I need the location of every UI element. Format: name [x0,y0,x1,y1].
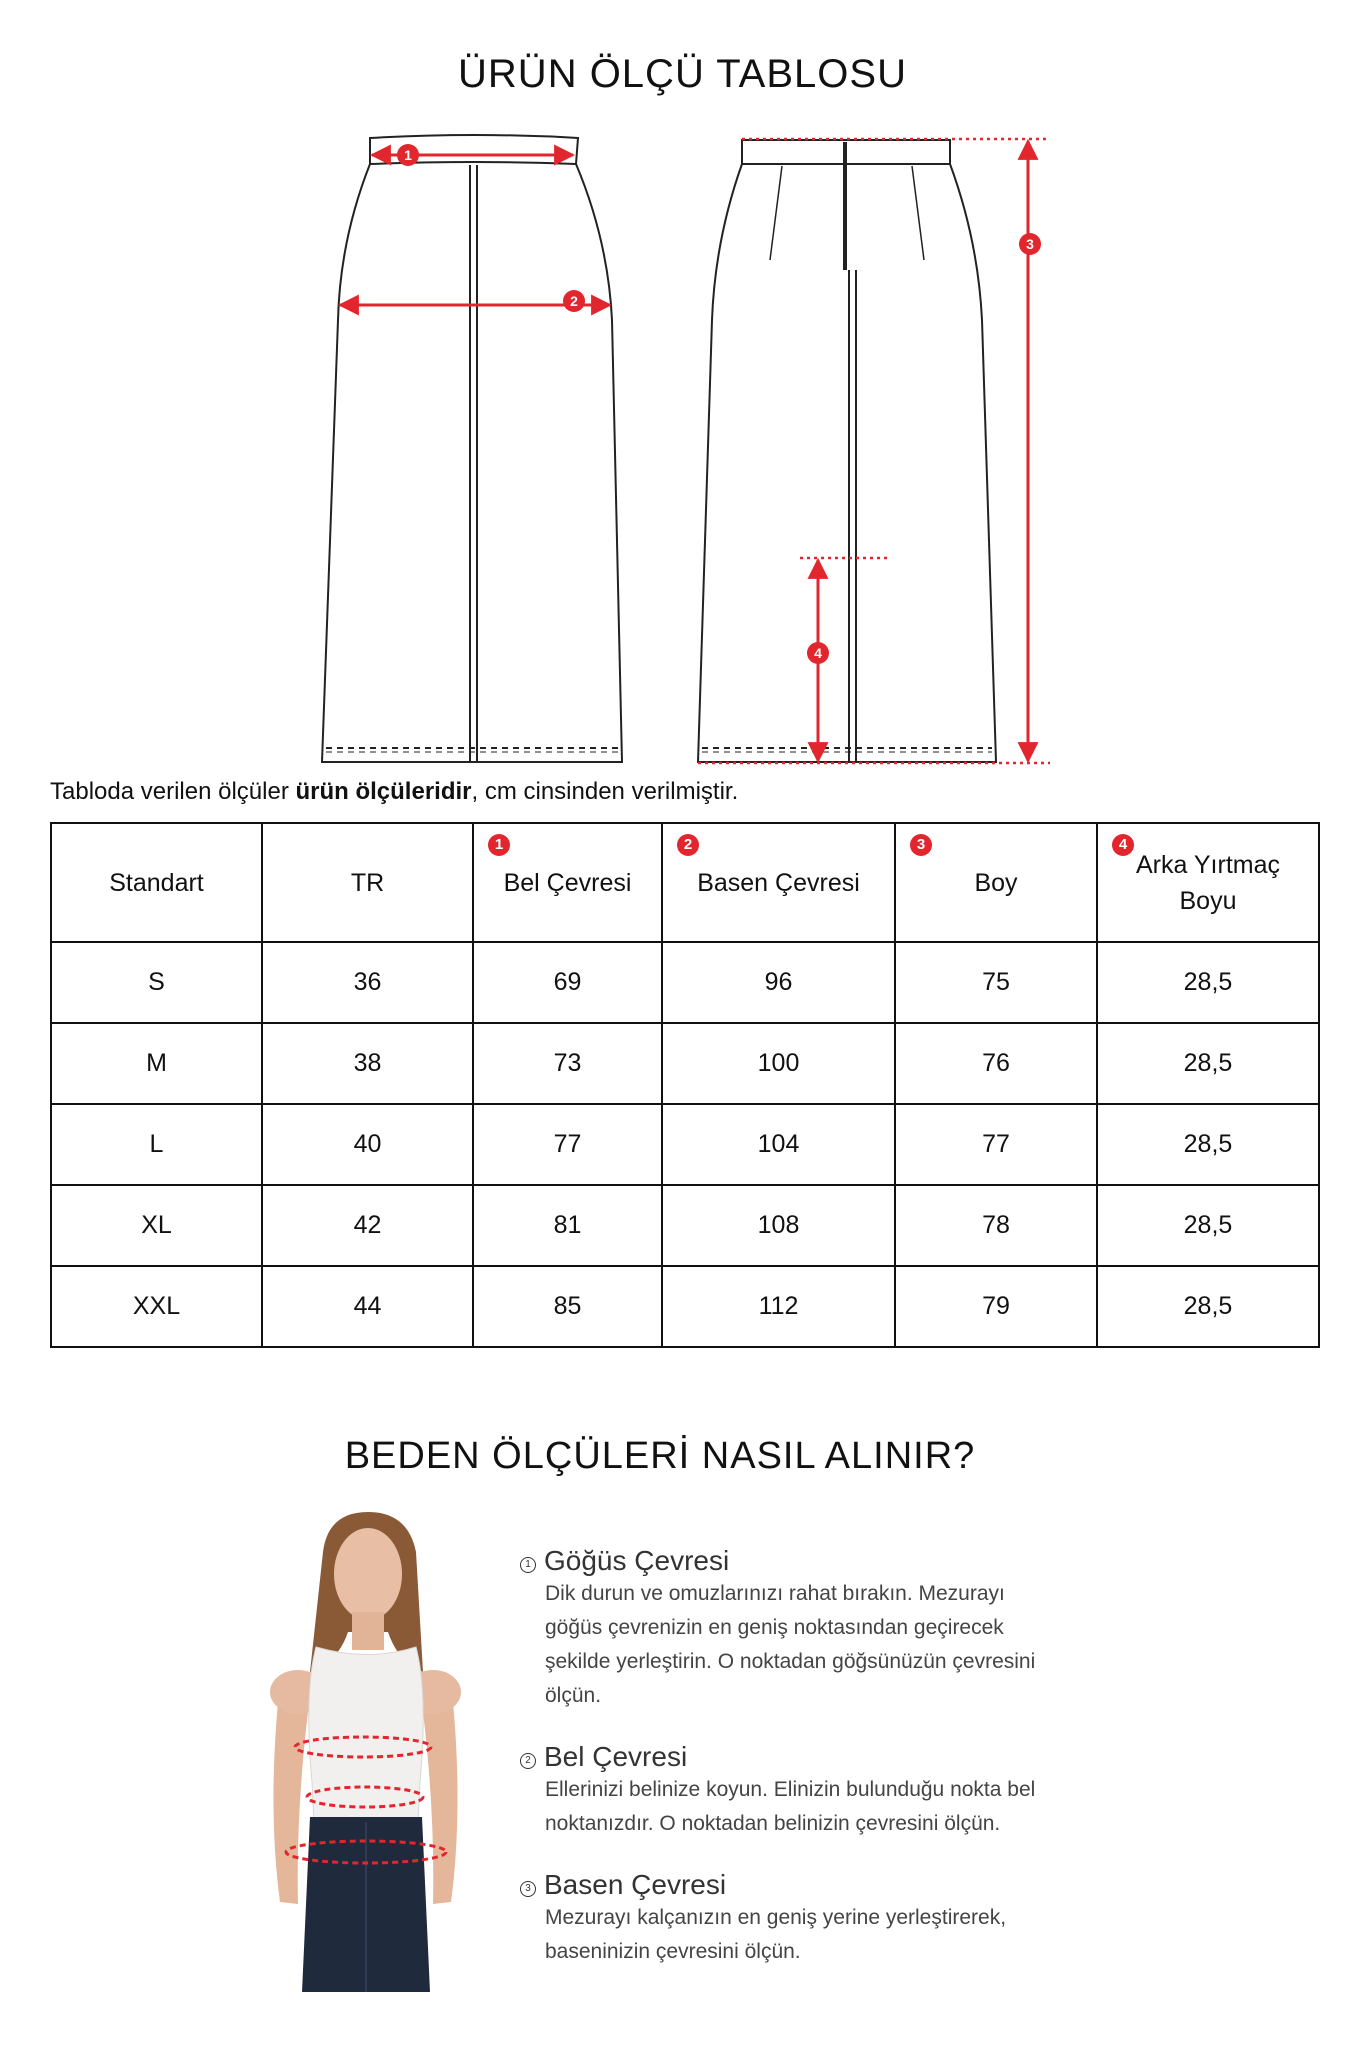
table-cell: 79 [895,1266,1097,1347]
table-cell: XL [51,1185,262,1266]
skirt-back-drawing [698,140,996,762]
table-cell: 36 [262,942,473,1023]
table-cell: S [51,942,262,1023]
table-cell: 100 [662,1023,895,1104]
step-waist: 2 Bel Çevresi Ellerinizi belinize koyun. Elinizin bulunduğu nokta bel noktanızdır. O noktadan belinizin çevresini ölçün. [520,1741,1160,1841]
step-number: 3 [520,1881,536,1897]
marker-1: 1 [404,147,412,163]
marker-2: 2 [570,293,578,309]
table-cell: 78 [895,1185,1097,1266]
table-row [51,1266,1319,1347]
table-cell: 28,5 [1097,1104,1319,1185]
size-table [50,822,1320,1348]
measure-steps [520,1545,1160,1997]
step-number: 1 [520,1557,536,1573]
table-cell: 75 [895,942,1097,1023]
header-basen: 2 Basen Çevresi [662,823,895,942]
table-cell: XXL [51,1266,262,1347]
step-title: Bel Çevresi [544,1741,688,1772]
table-row [51,942,1319,1023]
table-cell: 112 [662,1266,895,1347]
table-cell: 28,5 [1097,1185,1319,1266]
table-cell: 108 [662,1185,895,1266]
table-cell: 85 [473,1266,662,1347]
header-tr: TR [262,823,473,942]
marker-3: 3 [1026,236,1034,252]
table-cell: 76 [895,1023,1097,1104]
table-row [51,1104,1319,1185]
number-badge: 2 [677,834,699,856]
number-badge: 1 [488,834,510,856]
table-cell: 96 [662,942,895,1023]
step-title: Göğüs Çevresi [544,1545,730,1576]
table-cell: 81 [473,1185,662,1266]
table-cell: 28,5 [1097,942,1319,1023]
table-cell: 73 [473,1023,662,1104]
number-badge: 4 [1112,834,1134,856]
measurement-note: Tabloda verilen ölçüler ürün ölçüleridir, cm cinsinden verilmiştir. [50,778,739,805]
table-cell: M [51,1023,262,1104]
table-cell: 69 [473,942,662,1023]
table-cell: 44 [262,1266,473,1347]
howto-title: BEDEN ÖLÇÜLERİ NASIL ALINIR? [344,1435,976,1477]
table-cell: 38 [262,1023,473,1104]
table-cell: 77 [473,1104,662,1185]
model-photo [248,1512,483,1992]
table-row [51,1185,1319,1266]
table-cell: L [51,1104,262,1185]
header-standart: Standart [51,823,262,942]
table-row [51,1023,1319,1104]
number-badge: 3 [910,834,932,856]
table-cell: 28,5 [1097,1023,1319,1104]
step-number: 2 [520,1753,536,1769]
table-cell: 77 [895,1104,1097,1185]
marker-4: 4 [814,645,822,661]
header-yirtmac: 4 Arka Yırtmaç Boyu [1097,823,1319,942]
table-cell: 42 [262,1185,473,1266]
table-cell: 28,5 [1097,1266,1319,1347]
page-title: ÜRÜN ÖLÇÜ TABLOSU [458,52,907,96]
skirt-front-drawing [322,135,622,762]
header-bel: 1 Bel Çevresi [473,823,662,942]
step-title: Basen Çevresi [544,1869,727,1900]
header-boy: 3 Boy [895,823,1097,942]
table-header-row [51,823,1319,942]
step-hip: 3 Basen Çevresi Mezurayı kalçanızın en geniş yerine yerleştirerek, baseninizin çevresini ölçün. [520,1869,1160,1969]
skirt-diagram [0,120,1365,780]
table-cell: 40 [262,1104,473,1185]
table-cell: 104 [662,1104,895,1185]
step-chest: 1 Göğüs Çevresi Dik durun ve omuzlarınızı rahat bırakın. Mezurayı göğüs çevrenizin en geniş noktasından geçirecek şekilde yerleştirin. O noktadan göğsünüzün çevresini ölçün. [520,1545,1160,1713]
